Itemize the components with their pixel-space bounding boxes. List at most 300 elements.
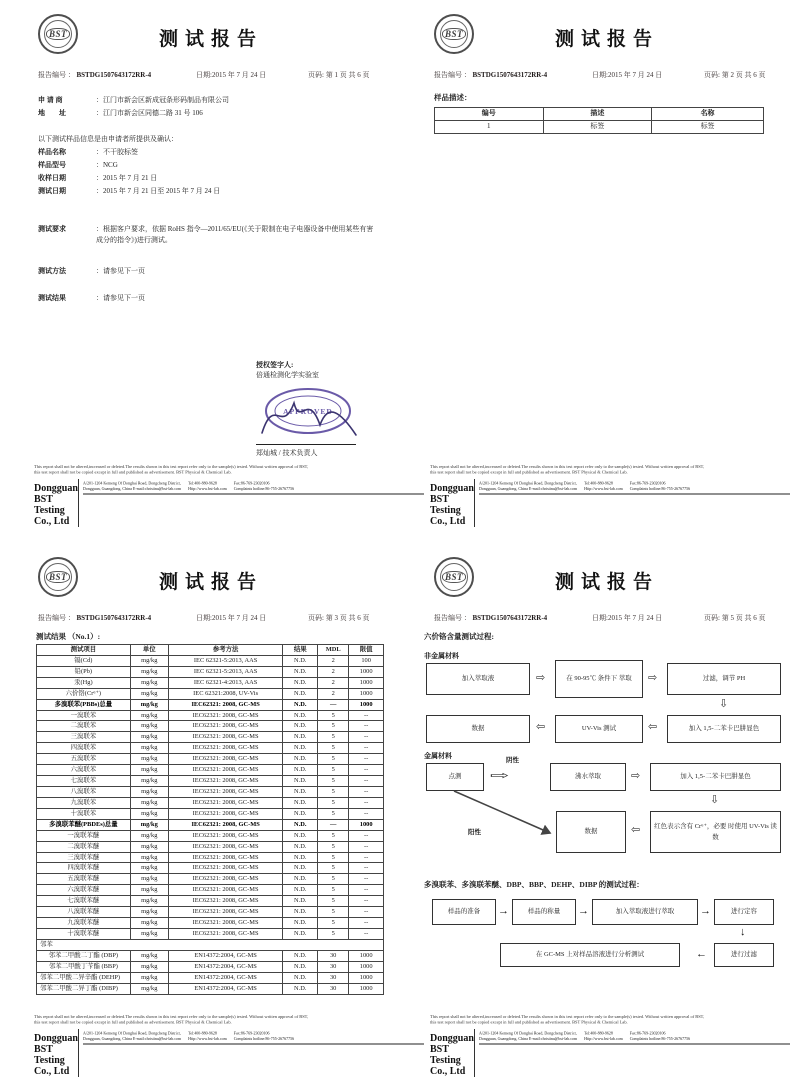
footer-company-line	[430, 1029, 784, 1077]
cell: 邻苯二甲酸丁苄酯 (BBP)	[37, 961, 131, 972]
cell: IEC62321: 2008, GC-MS	[168, 896, 283, 907]
cell: N.D.	[283, 983, 318, 994]
footer-fax-col: Fax:86-769-23020106 Complaints hotline:86-755-26767756	[629, 480, 690, 491]
disclaimer-line-2: this test report shall not be copied except in full and published as advertisement. BST Physical & Chemical Lab.	[34, 1019, 232, 1025]
report-page-2	[424, 8, 790, 548]
section-cell: 邻苯	[37, 939, 384, 950]
flow-box-add-extract: 加入萃取液	[426, 663, 530, 695]
cell: 30	[318, 983, 349, 994]
cell: 七溴联苯醚	[37, 896, 131, 907]
cell: 1000	[349, 699, 384, 710]
cell: IEC62321: 2008, GC-MS	[168, 918, 283, 929]
cell: 1000	[349, 677, 384, 688]
cell: N.D.	[283, 863, 318, 874]
flow-box-data-metal: 数据	[556, 811, 626, 853]
cell: 五溴联苯醚	[37, 874, 131, 885]
cell: 十溴联苯醚	[37, 928, 131, 939]
cell: mg/kg	[130, 710, 168, 721]
table-row	[37, 983, 384, 994]
cell: IEC62321: 2008, GC-MS	[168, 808, 283, 819]
flow-box-volume: 进行定容	[714, 899, 774, 925]
report-number-value: BSTDG1507643172RR-4	[472, 71, 548, 79]
sample-model-row	[38, 159, 384, 172]
cell: 5	[318, 885, 349, 896]
cell: 5	[318, 776, 349, 787]
positive-diagonal-arrow	[440, 789, 560, 841]
flow-box-boiling-extract: 沸水萃取	[550, 763, 626, 791]
cell: IEC62321: 2008, GC-MS	[168, 699, 283, 710]
cell: --	[349, 863, 384, 874]
cell: N.D.	[283, 896, 318, 907]
cell: mg/kg	[130, 907, 168, 918]
cell: mg/kg	[130, 732, 168, 743]
page3-body	[28, 623, 394, 995]
cell: 5	[318, 754, 349, 765]
cell: 邻苯二甲酸二异丁酯 (DIBP)	[37, 983, 131, 994]
cell: N.D.	[283, 732, 318, 743]
cell: --	[349, 896, 384, 907]
cell: 5	[318, 852, 349, 863]
footer-disclaimer	[430, 1014, 784, 1025]
cell: N.D.	[283, 841, 318, 852]
page-title: 测试报告	[554, 572, 659, 593]
report-number-value: BSTDG1507643172RR-4	[76, 614, 152, 622]
cell: 2	[318, 655, 349, 666]
cell: N.D.	[283, 852, 318, 863]
report-date: 日期:2015 年 7 月 24 日	[592, 614, 663, 622]
col-description: 描述	[543, 108, 652, 121]
cell: 5	[318, 841, 349, 852]
col-name: 名称	[652, 108, 764, 121]
cell: N.D.	[283, 688, 318, 699]
report-number	[38, 613, 196, 623]
cell: IEC62321: 2008, GC-MS	[168, 721, 283, 732]
cell: 30	[318, 961, 349, 972]
address-label: 地 址	[38, 109, 66, 117]
page5-body	[424, 627, 790, 1007]
cell: 5	[318, 863, 349, 874]
report-number-label: 报告编号 ：	[434, 71, 471, 79]
cell: N.D.	[283, 754, 318, 765]
cell: N.D.	[283, 797, 318, 808]
table-row	[37, 699, 384, 710]
bst-logo-ring	[44, 563, 72, 591]
cell: 5	[318, 874, 349, 885]
cell: N.D.	[283, 874, 318, 885]
flow-box-sample-prep: 样品的准备	[432, 899, 496, 925]
page-header	[424, 551, 790, 601]
cell: mg/kg	[130, 776, 168, 787]
cell: 八溴联苯	[37, 786, 131, 797]
cell: mg/kg	[130, 863, 168, 874]
table-row	[37, 677, 384, 688]
cell: N.D.	[283, 765, 318, 776]
cell: IEC62321: 2008, GC-MS	[168, 710, 283, 721]
cell: N.D.	[283, 972, 318, 983]
table-row	[37, 885, 384, 896]
cell: 六溴联苯	[37, 765, 131, 776]
cell: IEC 62321-5:2013, AAS	[168, 655, 283, 666]
report-number	[434, 70, 592, 80]
bst-logo-ring	[440, 563, 468, 591]
cr6-process-label: 六价铬含量测试过程:	[424, 632, 494, 641]
cell: mg/kg	[130, 754, 168, 765]
results-header-row	[37, 645, 384, 656]
footer-address-col: A/201-1204 Kemeng Of Donghai Road, Dongcheng District, Dongguan, Guangdong, China E-mail:christina@bst-lab.com	[82, 480, 182, 491]
cell: 1000	[349, 666, 384, 677]
cell: mg/kg	[130, 885, 168, 896]
thin-right-arrow-icon: →	[700, 905, 711, 917]
thin-down-arrow-icon: ↓	[740, 926, 746, 938]
cell: --	[349, 841, 384, 852]
table-row	[37, 841, 384, 852]
cell: 100	[349, 655, 384, 666]
cell: --	[349, 797, 384, 808]
cell: EN14372:2004, GC-MS	[168, 950, 283, 961]
address-row	[38, 107, 384, 120]
cell: 5	[318, 918, 349, 929]
cell: --	[349, 765, 384, 776]
test-results-label: 测试结果 （No.1）:	[36, 632, 101, 641]
disclaimer-line-1: This report shall not be altered,increased or deleted.The results shown in this test report refer only to the sample(s) tested. Without written approval of BST,	[430, 1014, 705, 1019]
cell: 五溴联苯	[37, 754, 131, 765]
report-meta	[28, 70, 394, 80]
flow-box-red-cr6: 红色表示含有 Cr⁶⁺，必要 时使用 UV-Vis 读数	[650, 811, 781, 853]
cell: 六价铬(Cr⁶⁺)	[37, 688, 131, 699]
cell: 九溴联苯醚	[37, 918, 131, 929]
cell: --	[349, 732, 384, 743]
page-title: 测试报告	[158, 29, 263, 50]
bst-logo-icon	[38, 14, 78, 54]
cell: N.D.	[283, 961, 318, 972]
table-row	[37, 754, 384, 765]
arrow-left-icon: ⇦	[648, 721, 658, 733]
cell: 二溴联苯	[37, 721, 131, 732]
footer-address-col: A/201-1204 Kemeng Of Donghai Road, Dongcheng District, Dongguan, Guangdong, China E-mail:christina@bst-lab.com	[478, 1030, 578, 1041]
cell-name: 标签	[652, 120, 764, 133]
applicant-row	[38, 94, 384, 107]
table-row	[37, 928, 384, 939]
test-method-label: 测试方法	[38, 267, 66, 275]
cell: IEC62321: 2008, GC-MS	[168, 830, 283, 841]
cell: N.D.	[283, 710, 318, 721]
cell-description: 标签	[543, 120, 652, 133]
table-row	[37, 765, 384, 776]
disclaimer-line-1: This report shall not be altered,increased or deleted.The results shown in this test report refer only to the sample(s) tested. Without written approval of BST,	[34, 464, 309, 469]
cell: mg/kg	[130, 721, 168, 732]
disclaimer-line-1: This report shall not be altered,increased or deleted.The results shown in this test report refer only to the sample(s) tested. Without written approval of BST,	[34, 1014, 309, 1019]
report-date: 日期:2015 年 7 月 24 日	[592, 71, 663, 79]
table-row	[37, 743, 384, 754]
test-results-table	[36, 644, 384, 995]
flow-box-extract-90-95: 在 90-95℃ 条件下 萃取	[555, 660, 643, 698]
bst-logo-text: BST	[46, 571, 70, 583]
cell: IEC62321: 2008, GC-MS	[168, 776, 283, 787]
cell: 1000	[349, 961, 384, 972]
cell: 5	[318, 710, 349, 721]
footer-contact-col: Tel:400-880-9628 Http://www.bst-lab.com	[188, 1030, 227, 1041]
table-row	[37, 874, 384, 885]
flow-box-filter: 进行过滤	[714, 943, 774, 967]
table-row	[37, 666, 384, 677]
arrow-right-icon: ⇨	[648, 672, 658, 684]
footer-disclaimer	[34, 464, 388, 475]
cell: 汞(Hg)	[37, 677, 131, 688]
table-row	[37, 808, 384, 819]
flow-box-carbazide: 加入 1,5-二苯卡巴肼显色	[667, 715, 781, 743]
negative-label: 阴性	[506, 757, 519, 764]
flow-box-filter-ph: 过滤，调节 PH	[667, 663, 781, 695]
cell: --	[349, 754, 384, 765]
cell: 5	[318, 808, 349, 819]
bst-logo-icon	[434, 14, 474, 54]
report-date: 日期:2015 年 7 月 24 日	[196, 614, 267, 622]
cell: mg/kg	[130, 830, 168, 841]
arrow-left-icon: ⇦	[631, 824, 641, 836]
sample-name-value: ：不干胶标签	[96, 148, 138, 156]
table-row	[37, 776, 384, 787]
flow-box-data: 数据	[426, 715, 530, 743]
test-requirement-value: ：根据客户要求，依据 RoHS 指令—2011/65/EU(《关于限制在电子电器设备中使用某些有害成分的指令》)进行测试。	[96, 225, 374, 244]
cell: mg/kg	[130, 972, 168, 983]
table-row	[37, 688, 384, 699]
cell: N.D.	[283, 666, 318, 677]
cell: mg/kg	[130, 918, 168, 929]
column-header: 结果	[283, 645, 318, 656]
cell: 铅(Pb)	[37, 666, 131, 677]
cell: IEC62321: 2008, GC-MS	[168, 797, 283, 808]
column-header: MDL	[318, 645, 349, 656]
cell: IEC62321: 2008, GC-MS	[168, 907, 283, 918]
footer-disclaimer	[34, 1014, 388, 1025]
table-row	[37, 972, 384, 983]
cell: --	[349, 918, 384, 929]
cell: N.D.	[283, 786, 318, 797]
cell: --	[349, 776, 384, 787]
cell: 5	[318, 830, 349, 841]
cell: mg/kg	[130, 743, 168, 754]
sample-name-label: 样品名称	[38, 148, 66, 156]
cell: 1000	[349, 983, 384, 994]
bst-logo-ring	[44, 20, 72, 48]
cell: N.D.	[283, 928, 318, 939]
test-date-row	[38, 185, 384, 198]
report-number	[434, 613, 592, 623]
table-row	[37, 852, 384, 863]
flow-box-spot-test: 点测	[426, 763, 484, 791]
cell: IEC62321: 2008, GC-MS	[168, 852, 283, 863]
metal-label: 金属材料	[424, 752, 452, 760]
cell: mg/kg	[130, 786, 168, 797]
footer-fax-col: Fax:86-769-23020106 Complaints hotline:86-755-26767756	[233, 480, 294, 491]
cell: mg/kg	[130, 699, 168, 710]
table-header-row	[435, 108, 764, 121]
approved-stamp	[256, 383, 391, 443]
bst-logo-text: BST	[442, 28, 466, 40]
report-page-3	[28, 551, 394, 1084]
cell: EN14372:2004, GC-MS	[168, 961, 283, 972]
disclaimer-line-2: this test report shall not be copied except in full and published as advertisement. BST Physical & Chemical Lab.	[430, 469, 628, 475]
bst-logo-ring	[440, 20, 468, 48]
cell: IEC62321: 2008, GC-MS	[168, 765, 283, 776]
footer-contact-col: Tel:400-880-9628 Http://www.bst-lab.com	[584, 1030, 623, 1041]
cell: —	[318, 819, 349, 830]
cell: IEC62321: 2008, GC-MS	[168, 863, 283, 874]
table-row	[37, 907, 384, 918]
footer-address-block	[474, 1029, 790, 1077]
column-header: 参考方法	[168, 645, 283, 656]
cell: 5	[318, 786, 349, 797]
footer-fax-col: Fax:86-769-23020106 Complaints hotline:86-755-26767756	[233, 1030, 294, 1041]
test-method-value: ：请参见下一页	[96, 267, 145, 275]
signer-name: 郑灿城 / 技术负责人	[256, 449, 318, 457]
report-number-label: 报告编号 ：	[38, 71, 75, 79]
cell: IEC62321: 2008, GC-MS	[168, 841, 283, 852]
page-title: 测试报告	[554, 29, 659, 50]
footer-address-col: A/201-1204 Kemeng Of Donghai Road, Dongcheng District, Dongguan, Guangdong, China E-mail:christina@bst-lab.com	[478, 480, 578, 491]
cell: IEC62321: 2008, GC-MS	[168, 819, 283, 830]
page-footer	[34, 464, 388, 527]
flow-box-add-extract-extract: 加入萃取液进行萃取	[592, 899, 698, 925]
footer-fax-col: Fax:86-769-23020106 Complaints hotline:86-755-26767756	[629, 1030, 690, 1041]
cell: --	[349, 907, 384, 918]
applicant-label: 申 请 商	[38, 96, 63, 104]
cell: 八溴联苯醚	[37, 907, 131, 918]
cell: 5	[318, 743, 349, 754]
arrow-right-icon: ⇨	[536, 672, 546, 684]
cell: N.D.	[283, 918, 318, 929]
cell: N.D.	[283, 743, 318, 754]
cell: N.D.	[283, 677, 318, 688]
report-page-1	[28, 8, 394, 548]
table-row	[37, 830, 384, 841]
cell: IEC62321: 2008, GC-MS	[168, 732, 283, 743]
page-number: 页码: 第 5 页 共 6 页	[704, 614, 766, 622]
cell: 十溴联苯	[37, 808, 131, 819]
footer-company: Dongguan BST Testing Co., Ltd	[34, 482, 78, 527]
nonmetal-label: 非金属材料	[424, 652, 459, 660]
cell: 一溴联苯	[37, 710, 131, 721]
cell: 5	[318, 907, 349, 918]
footer-company: Dongguan BST Testing Co., Ltd	[430, 482, 474, 527]
report-number-value: BSTDG1507643172RR-4	[76, 71, 152, 79]
stamp-text: APPROVED	[283, 407, 333, 416]
received-date-label: 收样日期	[38, 174, 66, 182]
page-footer	[430, 464, 784, 527]
page-header	[28, 8, 394, 58]
cell: 2	[318, 677, 349, 688]
page-number: 页码: 第 3 页 共 6 页	[308, 614, 370, 622]
cell: mg/kg	[130, 950, 168, 961]
page-number: 页码: 第 1 页 共 6 页	[308, 71, 370, 79]
cell: 5	[318, 765, 349, 776]
cell: IEC62321: 2008, GC-MS	[168, 885, 283, 896]
cell: 1000	[349, 819, 384, 830]
bst-logo-icon	[434, 557, 474, 597]
cell: 5	[318, 732, 349, 743]
address-value: ：江门市新会区同德二路 31 号 106	[96, 109, 203, 117]
footer-address-block	[474, 479, 790, 527]
col-id: 编号	[435, 108, 544, 121]
table-row	[37, 819, 384, 830]
test-date-label: 测试日期	[38, 187, 66, 195]
arrow-left-icon: ⇦	[536, 721, 546, 733]
cell: 邻苯二甲酸二异辛酯 (DEHP)	[37, 972, 131, 983]
table-row	[37, 732, 384, 743]
table-row	[37, 721, 384, 732]
cell: --	[349, 874, 384, 885]
received-date-row	[38, 172, 384, 185]
cell: --	[349, 808, 384, 819]
column-header: 限值	[349, 645, 384, 656]
cell: 1000	[349, 950, 384, 961]
cell: 多溴联苯醚(PBDEs)总量	[37, 819, 131, 830]
applicant-value: ：江门市新会区新成冠条形码制品有限公司	[96, 96, 229, 104]
cell: N.D.	[283, 819, 318, 830]
cell: —	[318, 699, 349, 710]
report-number-value: BSTDG1507643172RR-4	[472, 614, 548, 622]
cell: 1000	[349, 972, 384, 983]
cell: mg/kg	[130, 961, 168, 972]
arrow-right-icon: ⇨	[631, 770, 641, 782]
cell: 四溴联苯醚	[37, 863, 131, 874]
page-header	[28, 551, 394, 601]
footer-contact-col: Tel:400-880-9628 Http://www.bst-lab.com	[584, 480, 623, 491]
report-number-label: 报告编号 ：	[434, 614, 471, 622]
report-page-5	[424, 551, 790, 1084]
cell: 5	[318, 896, 349, 907]
test-date-value: ：2015 年 7 月 21 日至 2015 年 7 月 24 日	[96, 187, 221, 195]
cell: IEC62321: 2008, GC-MS	[168, 743, 283, 754]
signer-label: 授权签字人:	[256, 361, 294, 369]
thin-right-arrow-icon: →	[578, 905, 589, 917]
table-row	[37, 786, 384, 797]
cell: 1000	[349, 688, 384, 699]
arrow-right-icon: ⇨	[490, 770, 510, 782]
report-number-label: 报告编号 ：	[38, 614, 75, 622]
sample-description-table	[434, 107, 764, 134]
positive-label: 阳性	[468, 829, 481, 836]
cell: N.D.	[283, 699, 318, 710]
test-requirement-row	[38, 224, 384, 246]
cell: --	[349, 928, 384, 939]
cell: N.D.	[283, 950, 318, 961]
table-row	[37, 961, 384, 972]
cell: mg/kg	[130, 666, 168, 677]
cell: --	[349, 852, 384, 863]
table-row	[37, 655, 384, 666]
cell: 多溴联苯(PBBs)总量	[37, 699, 131, 710]
cell: 二溴联苯醚	[37, 841, 131, 852]
thin-left-arrow-icon: ←	[696, 948, 707, 960]
footer-contact-col: Tel:400-880-9628 Http://www.bst-lab.com	[188, 480, 227, 491]
cell: mg/kg	[130, 983, 168, 994]
cell: N.D.	[283, 721, 318, 732]
cell: 30	[318, 972, 349, 983]
sample-name-row	[38, 146, 384, 159]
page-header	[424, 8, 790, 58]
report-meta	[28, 613, 394, 623]
bst-logo-icon	[38, 557, 78, 597]
flow-box-sample-weigh: 样品的称量	[512, 899, 576, 925]
cell: N.D.	[283, 907, 318, 918]
bst-logo-text: BST	[442, 571, 466, 583]
cell: IEC 62321-4:2013, AAS	[168, 677, 283, 688]
sample-description-label: 样品描述：	[434, 93, 472, 102]
cell: --	[349, 743, 384, 754]
cell: IEC62321: 2008, GC-MS	[168, 874, 283, 885]
signature-line	[256, 444, 356, 445]
